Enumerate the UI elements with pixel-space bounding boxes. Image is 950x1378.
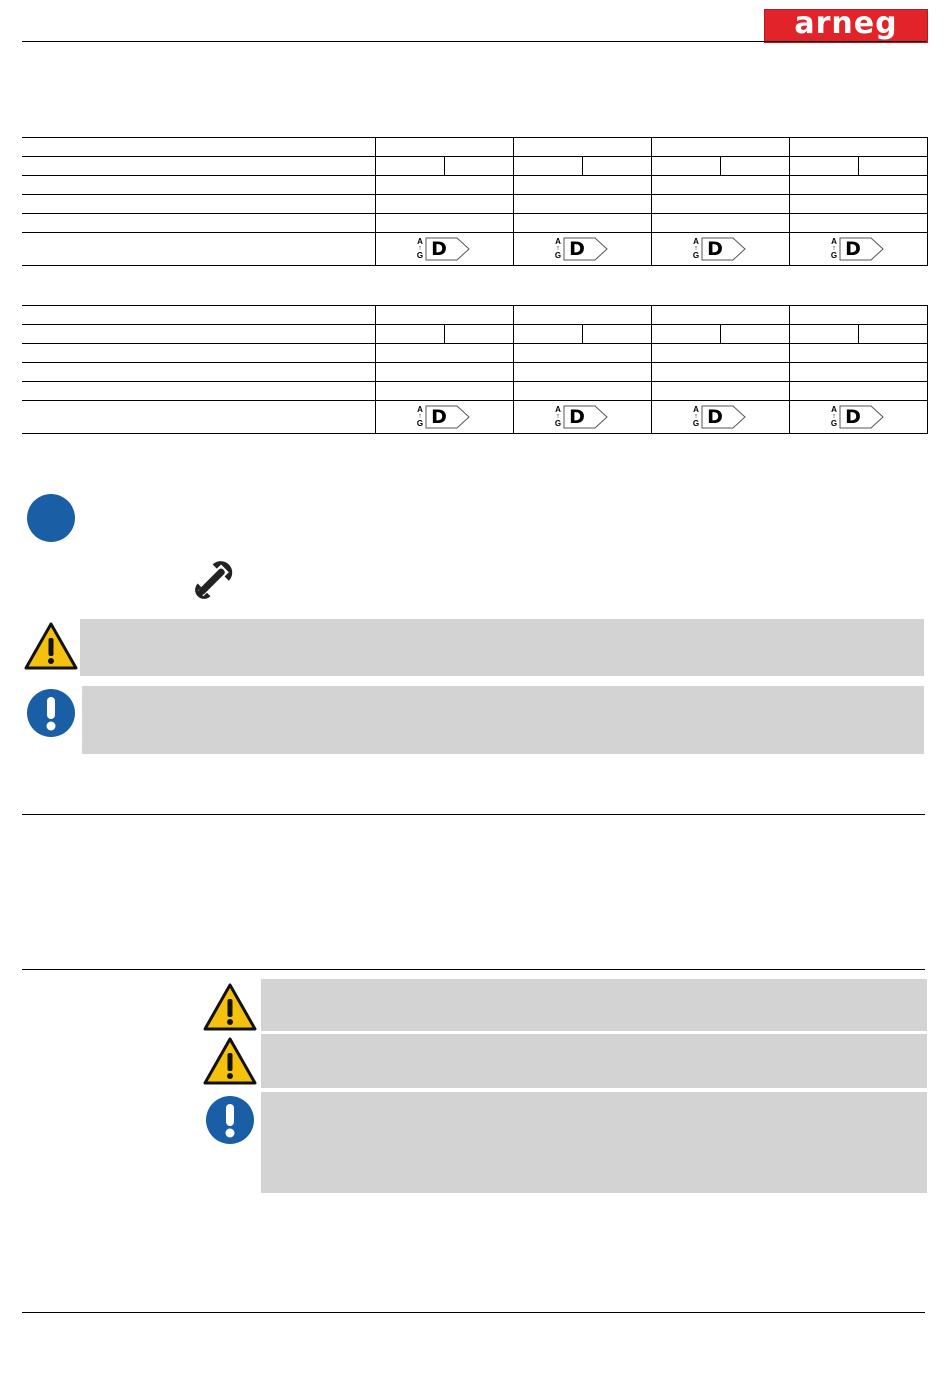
energy-class-label: A ↑ G D (790, 401, 927, 433)
table-row (22, 138, 927, 157)
spec-table-1 (22, 137, 928, 266)
info-icon (27, 494, 75, 542)
table-row (22, 382, 927, 401)
spec-table-2 (22, 305, 928, 434)
energy-class-label: A ↑ G D (376, 233, 513, 265)
important-note-box (261, 1092, 927, 1193)
energy-class-row (22, 233, 927, 266)
warning-icon (202, 1036, 258, 1086)
warning-note-box (261, 1034, 927, 1088)
table-row (22, 306, 927, 325)
logo-text: arneg (794, 6, 898, 41)
warning-note-box (80, 619, 924, 676)
table-row (22, 325, 927, 344)
table-row (22, 176, 927, 195)
energy-class-label: A ↑ G D (514, 233, 651, 265)
energy-class-label: A ↑ G D (652, 401, 789, 433)
section-divider (22, 814, 925, 815)
footer-rule (22, 1312, 925, 1313)
warning-icon (202, 982, 258, 1032)
arneg-logo (764, 6, 928, 43)
header-rule (22, 41, 926, 42)
important-icon (205, 1095, 255, 1145)
wrench-icon (186, 554, 242, 606)
energy-class-row (22, 401, 927, 434)
table-row (22, 363, 927, 382)
important-icon (26, 688, 76, 738)
section-divider (22, 969, 925, 970)
important-note-box (82, 686, 924, 754)
energy-class-label: A ↑ G D (376, 401, 513, 433)
energy-class-label: A ↑ G D (514, 401, 651, 433)
table-row (22, 195, 927, 214)
energy-class-label: A ↑ G D (652, 233, 789, 265)
table-row (22, 214, 927, 233)
warning-icon (23, 621, 79, 671)
table-row (22, 344, 927, 363)
table-row (22, 157, 927, 176)
energy-class-label: A ↑ G D (790, 233, 927, 265)
warning-note-box (261, 979, 927, 1031)
